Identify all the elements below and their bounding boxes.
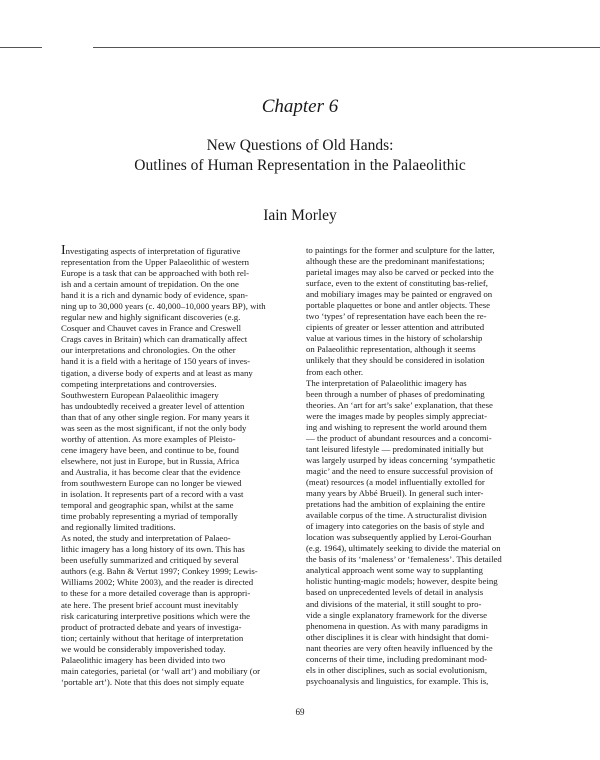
text-line: tigation, a diverse body of experts and at least as many (61, 367, 253, 378)
text-line: authors (e.g. Bahn & Vertut 1997; Conkey 1999; Lewis- (61, 566, 258, 577)
text-line (61, 245, 294, 257)
text-line: from southwestern Europe can no longer be viewed (61, 477, 242, 488)
text-line: was seen as the most significant, if not the only body (61, 422, 247, 433)
text-line: the basis of its ‘maleness’ or ‘femaleness’. This detailed (306, 554, 502, 565)
text-line: temporal and geographic span, whilst at the same (61, 500, 234, 511)
text-line: analytical approach went some way to supplanting (306, 565, 483, 576)
text-line: (meat) resources (a model influentially extolled for (306, 476, 485, 487)
text-line: parietal images may also be carved or pecked into the (306, 267, 494, 278)
text-line: cipients of greater or lesser attention and attributed (306, 322, 485, 333)
text-line: location was subsequently applied by Leroi-Gourhan (306, 532, 492, 543)
author-name: Iain Morley (263, 207, 337, 224)
text-line: holistic hunting-magic models; however, despite being (306, 576, 498, 587)
text-line: Palaeolithic imagery has been divided into two (61, 654, 226, 665)
text-line: competing interpretations and controversies. (61, 378, 217, 389)
text-line: — the product of abundant resources and a concomi- (306, 432, 492, 443)
text-line: theories. An ‘art for art’s sake’ explanation, that these (306, 399, 493, 410)
text-line: elsewhere, not just in Europe, but in Russia, Africa (61, 455, 240, 466)
text-line: ‘portable art’). Note that this does not simply equate (61, 676, 244, 687)
text-line: (e.g. 1964), ultimately seeking to divide the material on (306, 543, 501, 554)
text-line: phenomena in question. As with many paradigms in (306, 620, 488, 631)
text-line: ning up to 30,000 years (c. 40,000–10,000 years BP), with (61, 301, 266, 312)
text-line: to paintings for the former and sculpture for the latter, (306, 245, 495, 255)
text-line: concerns of their time, including predominant mod- (306, 653, 488, 664)
text-line: and mobiliary images may be painted or engraved on (306, 289, 493, 300)
text-line: than that of any other single region. For many years it (61, 411, 250, 422)
text-line: were the images made by peoples simply appreciat- (306, 410, 488, 421)
text-line: Southwestern European Palaeolithic imagery (61, 389, 219, 400)
text-line: has undoubtedly received a greater level of attention (61, 400, 245, 411)
text-line: tion; certainly without that heritage of interpretation (61, 632, 244, 643)
text-line: lithic imagery has a long history of its own. This has (61, 544, 245, 555)
text-line: risk caricaturing interpretive positions which were the (61, 610, 251, 621)
text-line: and regionally limited traditions. (61, 522, 176, 533)
chapter-title (0, 136, 600, 176)
text-line: from each other. (306, 366, 364, 377)
text-line: The interpretation of Palaeolithic imagery has (306, 377, 467, 388)
text-line: although these are the predominant manifestations; (306, 256, 485, 267)
text-line: unlikely that they should be considered in isolation (306, 355, 485, 366)
text-line: of imagery into categories on the basis of style and (306, 521, 485, 532)
text-line: on Palaeolithic representation, although it seems (306, 344, 476, 355)
text-line: ate here. The present brief account must inevitably (61, 599, 239, 610)
text-line: we would be considerably impoverished today. (61, 643, 226, 654)
text-line: Crags caves in Britain) which can dramatically affect (61, 334, 248, 345)
text-line: representation from the Upper Palaeolithic of western (61, 257, 250, 268)
text-line: surface, even to the extent of constituting bas-relief, (306, 278, 488, 289)
text-line: value at various times in the history of scholarship (306, 333, 483, 344)
body-paragraph-block (306, 245, 539, 687)
text-line: time probably representing a myriad of temporally (61, 511, 238, 522)
text-line: As noted, the study and interpretation of Palaeo- (61, 533, 231, 544)
text-line: Williams 2002; White 2003), and the reader is directed (61, 577, 254, 588)
text-line: was largely usurped by ideas concerning ‘sympathetic (306, 454, 496, 465)
first-line-rest: nvestigating aspects of interpretation of figurative (65, 246, 241, 256)
text-line: and Australia, it has become clear that the evidence (61, 466, 241, 477)
text-line: Europe is a task that can be approached with both rel- (61, 268, 250, 279)
text-line: other disciplines it is clear with hindsight that domi- (306, 631, 489, 642)
text-line: to these for a more detailed coverage than is appropri- (61, 588, 251, 599)
chapter-title-line-2: Outlines of Human Representation in the Palaeolithic (134, 157, 466, 174)
text-line: two ‘types’ of representation have each been the re- (306, 311, 487, 322)
text-line: hand it is a field with a heritage of 150 years of inves- (61, 356, 251, 367)
text-line: our interpretations and chronologies. On the other (61, 345, 236, 356)
left-text-column (61, 245, 294, 688)
text-line: and divisions of the material, it still sought to pro- (306, 598, 482, 609)
text-line: hand it is a rich and dynamic body of evidence, span- (61, 290, 248, 301)
text-line: in isolation. It represents part of a record with a vast (61, 489, 244, 500)
chapter-title-line-1: New Questions of Old Hands: (206, 137, 394, 154)
text-line: tant leisured lifestyle — predominated initially but (306, 443, 484, 454)
text-line: pretations had the ambition of explaining the entire (306, 499, 486, 510)
text-line: been usefully summarized and critiqued by several (61, 555, 239, 566)
text-line: portable plaquettes or bone and antler objects. These (306, 300, 491, 311)
body-paragraph-block (61, 245, 294, 688)
text-line: nant theories are very often heavily influenced by the (306, 642, 493, 653)
text-line: els in other disciplines, such as social evolutionism, (306, 664, 488, 675)
page-number: 69 (295, 707, 305, 717)
text-line: cene imagery have been, and continue to be, found (61, 444, 239, 455)
text-line: regular new and highly significant discoveries (e.g. (61, 312, 241, 323)
header-rule-right (93, 47, 600, 48)
text-line: ish and a certain amount of trepidation. On the one (61, 279, 239, 290)
text-line: based on unprecedented levels of detail in analysis (306, 587, 484, 598)
text-line: ing and wishing to represent the world around them (306, 421, 487, 432)
text-line: Cosquer and Chauvet caves in France and Creswell (61, 323, 242, 334)
header-rule-left (0, 47, 42, 48)
right-text-column (306, 245, 539, 687)
text-line: worthy of attention. As more examples of Pleisto- (61, 433, 236, 444)
text-line: product of protracted debate and years of investiga- (61, 621, 242, 632)
text-line: main categories, parietal (or ‘wall art’) and mobiliary (or (61, 665, 260, 676)
drop-initial: I (61, 243, 66, 258)
text-line: been through a number of phases of predominating (306, 388, 485, 399)
chapter-label: Chapter 6 (261, 96, 339, 117)
text-line: psychoanalysis and linguistics, for example. This is, (306, 675, 489, 686)
text-line: vide a single explanatory framework for the diverse (306, 609, 488, 620)
text-line: magic’ and the need to ensure successful provision of (306, 465, 493, 476)
text-line: many years by Abbé Brueil). In general such inter- (306, 488, 484, 499)
text-line: available corpus of the time. A structuralist division (306, 510, 487, 521)
